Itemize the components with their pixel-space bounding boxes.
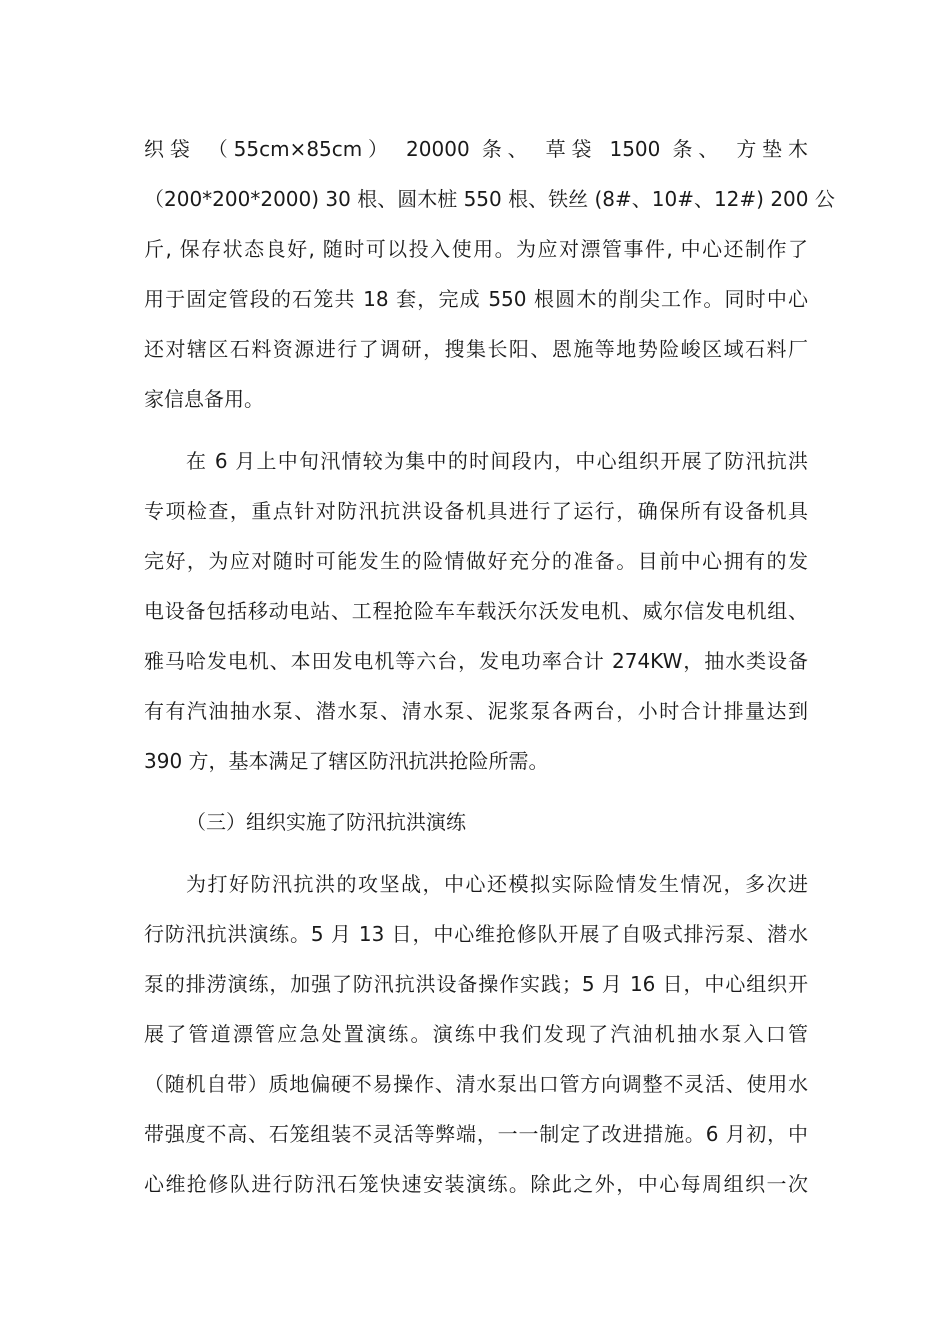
text-line: 织袋 （55cm×85cm） 20000 条、 草袋 1500 条、 方垫木	[144, 137, 808, 161]
text-line: 行防汛抗洪演练。5 月 13 日，中心维抢修队开展了自吸式排污泵、潜水	[144, 922, 808, 946]
text-line: （200*200*2000) 30 根、圆木桩 550 根、铁丝 (8#、10#、12#) 200 公	[144, 187, 835, 211]
text-line: 用于固定管段的石笼共 18 套，完成 550 根圆木的削尖工作。同时中心	[144, 287, 808, 311]
text-line: 心维抢修队进行防汛石笼快速安装演练。除此之外，中心每周组织一次	[144, 1172, 808, 1196]
text-line: 斤, 保存状态良好, 随时可以投入使用。为应对漂管事件, 中心还制作了	[144, 237, 808, 261]
text-line: 有有汽油抽水泵、潜水泵、清水泵、泥浆泵各两台，小时合计排量达到	[144, 699, 808, 723]
text-line: 专项检查，重点针对防汛抗洪设备机具进行了运行，确保所有设备机具	[144, 499, 808, 523]
text-line: 展了管道漂管应急处置演练。演练中我们发现了汽油机抽水泵入口管	[144, 1022, 808, 1046]
text-line: 泵的排涝演练，加强了防汛抗洪设备操作实践；5 月 16 日，中心组织开	[144, 972, 808, 996]
text-line: 完好，为应对随时可能发生的险情做好充分的准备。目前中心拥有的发	[144, 549, 808, 573]
paragraph-first-line: 为打好防汛抗洪的攻坚战，中心还模拟实际险情发生情况，多次进	[186, 872, 808, 896]
paragraph-first-line: 在 6 月上中旬汛情较为集中的时间段内，中心组织开展了防汛抗洪	[186, 449, 808, 473]
text-line: 还对辖区石料资源进行了调研，搜集长阳、恩施等地势险峻区域石料厂	[144, 337, 808, 361]
text-line: 390 方，基本满足了辖区防汛抗洪抢险所需。	[144, 749, 549, 773]
text-line: 电设备包括移动电站、工程抢险车车载沃尔沃发电机、威尔信发电机组、	[144, 599, 808, 623]
section-heading: （三）组织实施了防汛抗洪演练	[186, 810, 466, 834]
text-line: （随机自带）质地偏硬不易操作、清水泵出口管方向调整不灵活、使用水	[144, 1072, 808, 1096]
text-line: 雅马哈发电机、本田发电机等六台，发电功率合计 274KW，抽水类设备	[144, 649, 808, 673]
text-line: 家信息备用。	[144, 387, 264, 411]
text-line: 带强度不高、石笼组装不灵活等弊端，一一制定了改进措施。6 月初，中	[144, 1122, 808, 1146]
